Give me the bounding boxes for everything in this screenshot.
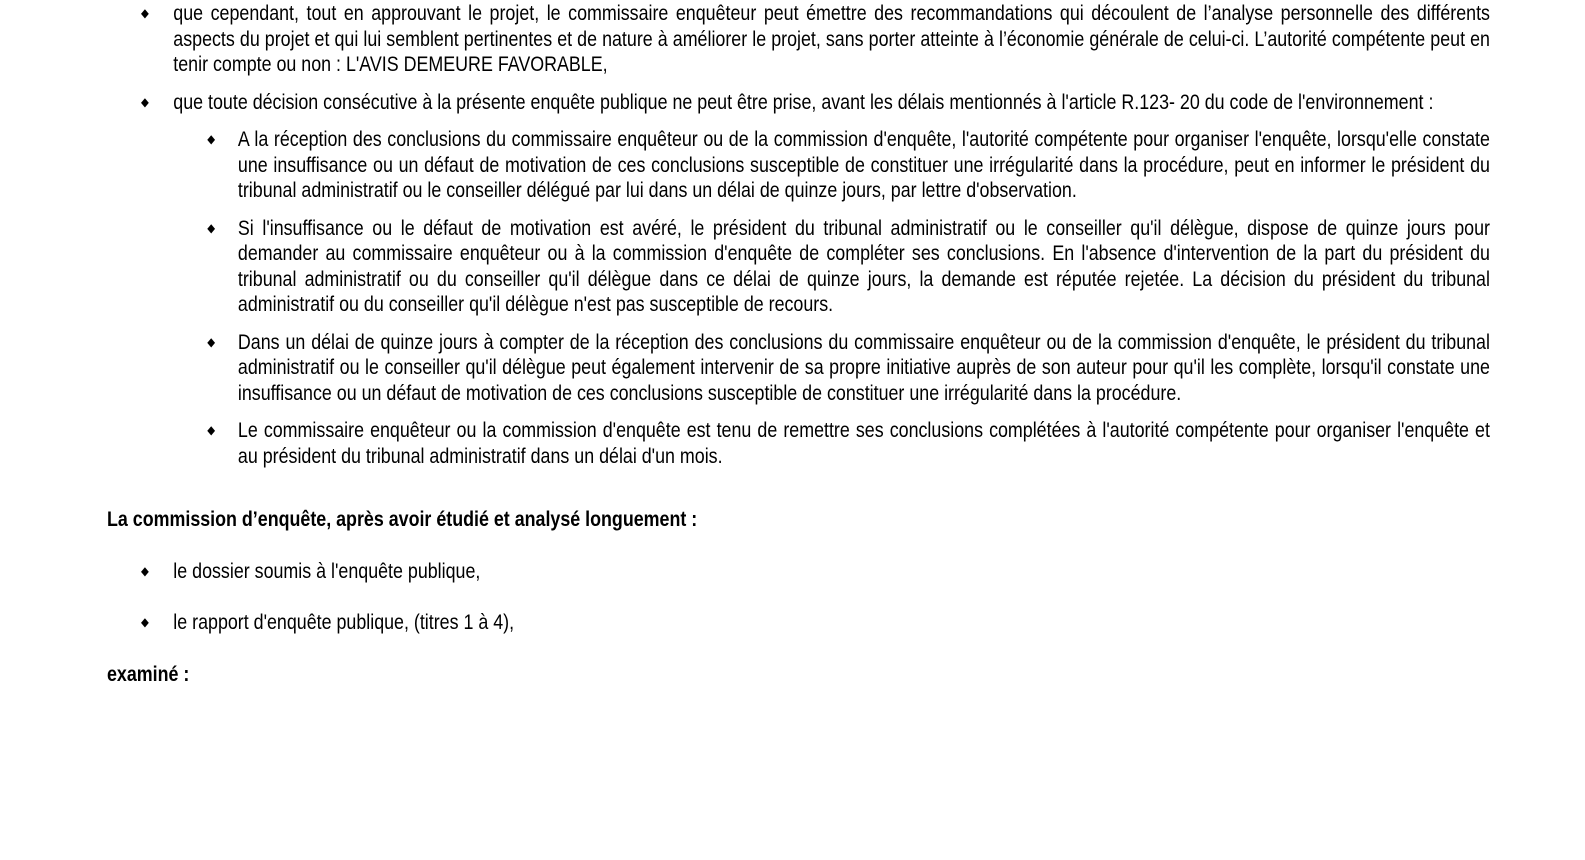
sub-list-item-text: A la réception des conclusions du commissaire enquêteur ou de la commission d'enquête, l'autorité compétente pour organiser l'enquête, lorsqu'elle constate une insuffisance ou un défaut de motivation de ces conclusions susceptible de constituer une irrégularité dans la procédure, peut en informer le président du tribunal administratif ou le conseiller délégué par lui dans un délai de quinze jours, par lettre d'observation. [237,128,1490,202]
sub-list-item [107,216,1490,318]
list-item [107,610,1490,636]
list-item-text: que cependant, tout en approuvant le projet, le commissaire enquêteur peut émettre des recommandations qui découlent de l’analyse personnelle des différents aspects du projet et qui lui semblent pertinentes et de nature à améliorer le projet, sans porter atteinte à l’économie générale de celui-ci. L’autorité compétente peut en tenir compte ou non : L'AVIS DEMEURE FAVORABLE, [173,2,1490,76]
sub-list-item-text: Le commissaire enquêteur ou la commission d'enquête est tenu de remettre ses conclusions complétées à l'autorité compétente pour organiser l'enquête et au président du tribunal administratif dans un délai d'un mois. [237,419,1490,468]
list-item [107,559,1490,585]
sub-list-item [107,418,1490,469]
diamond-bullet-icon: ◆ [207,334,216,349]
sub-list-item [107,127,1490,204]
sub-list-item-text: Si l'insuffisance ou le défaut de motivation est avéré, le président du tribunal administratif ou le conseiller qu'il délègue, dispose de quinze jours pour demander au commissaire enquêteur ou à la commission d'enquête de compléter ses conclusions. En l'absence d'intervention de la part du président du tribunal administratif ou du conseiller qu'il délègue dans ce délai de quinze jours, la demande est réputée rejetée. La décision du président du tribunal administratif ou du conseiller qu'il délègue n'est pas susceptible de recours. [237,216,1490,316]
diamond-bullet-icon: ◆ [207,220,216,235]
sub-list-item [107,330,1490,407]
diamond-bullet-icon: ◆ [141,563,149,578]
commission-heading: La commission d’enquête, après avoir étudié et analysé longuement : [107,508,698,531]
list-item [107,90,1490,116]
list-item-text: le dossier soumis à l'enquête publique, [173,559,481,583]
examine-heading: examiné : [107,662,190,686]
document-page [107,1,1490,687]
diamond-bullet-icon: ◆ [141,6,149,20]
diamond-bullet-icon: ◆ [207,132,216,146]
diamond-bullet-icon: ◆ [141,615,149,629]
list-item-text: que toute décision consécutive à la présente enquête publique ne peut être prise, avant les délais mentionnés à l'article R.123- 20 du code de l'environnement : [173,90,1434,114]
diamond-bullet-icon: ◆ [141,94,149,109]
list-item-text: le rapport d'enquête publique, (titres 1 à 4), [173,611,515,634]
sub-list-item-text: Dans un délai de quinze jours à compter de la réception des conclusions du commissaire enquêteur ou de la commission d'enquête, le président du tribunal administratif ou le conseiller qu'il délègue peut également intervenir de sa propre initiative auprès de son auteur pour qu'il les complète, lorsqu'il constate une insuffisance ou un défaut de motivation de ces conclusions susceptible de constituer une irrégularité dans la procédure. [237,330,1490,405]
diamond-bullet-icon: ◆ [207,423,216,437]
list-item [107,1,1490,78]
